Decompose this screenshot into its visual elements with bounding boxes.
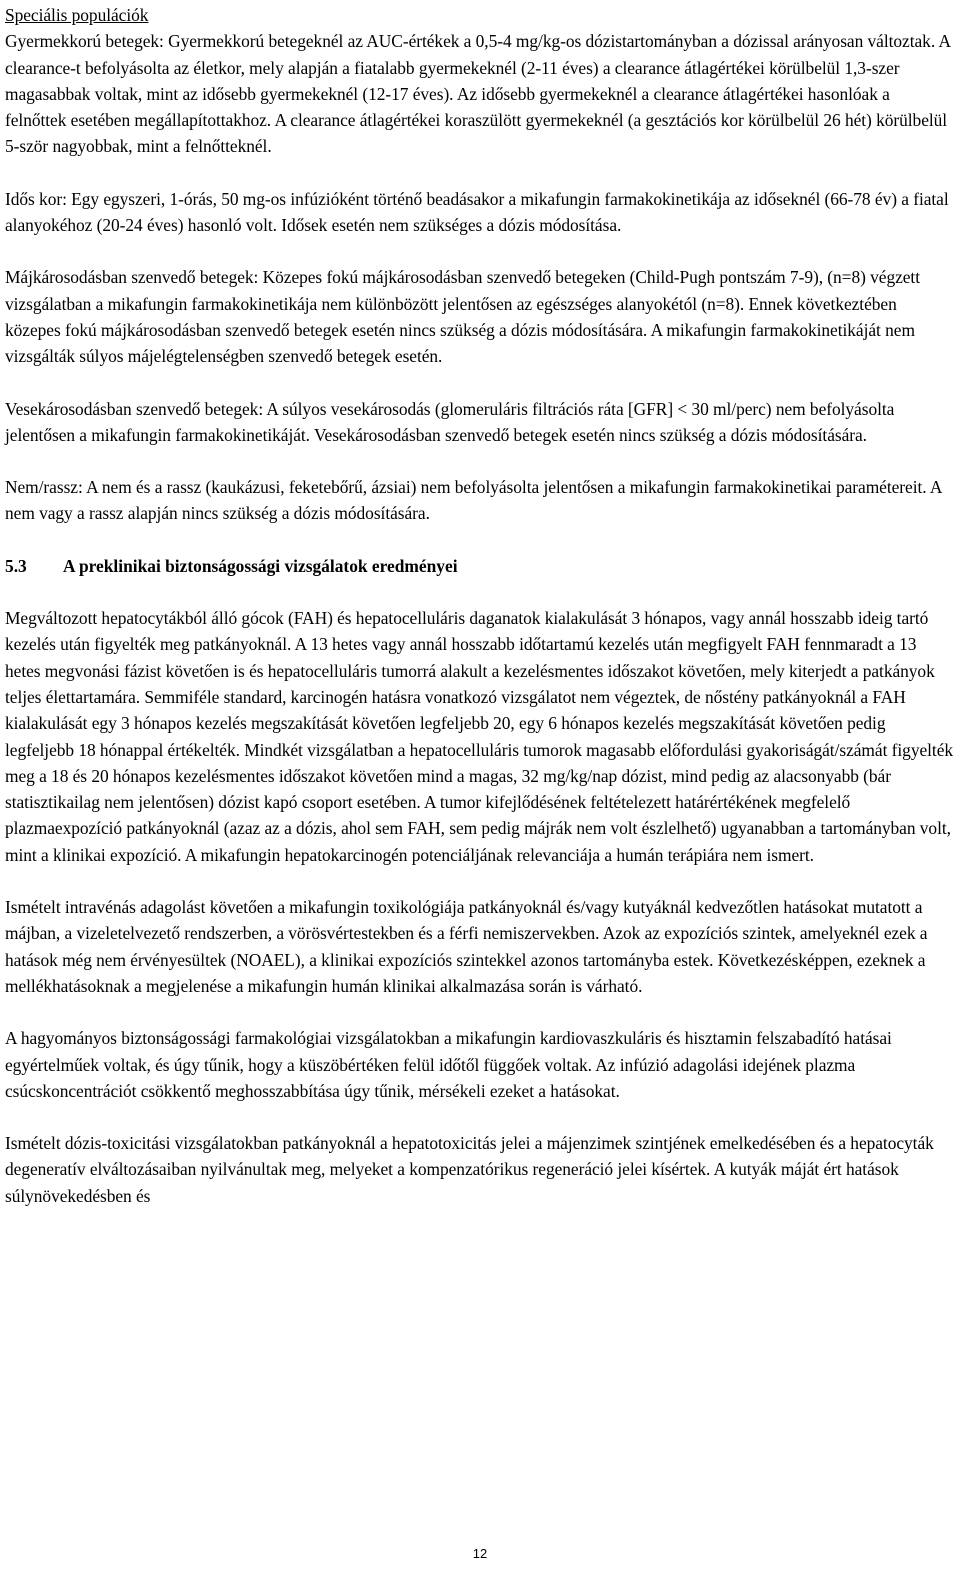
section-heading-title: A preklinikai biztonságossági vizsgálatok eredményei <box>63 555 458 576</box>
spacer <box>5 1104 955 1130</box>
section-title-special-populations: Speciális populációk <box>5 5 149 25</box>
paragraph-renal: Vesekárosodásban szenvedő betegek: A súlyos vesekárosodás (glomeruláris filtrációs ráta [GFR] < 30 ml/perc) nem befolyásolta jelentősen a mikafungin farmakokinetikáját. Vesekárosodásban szenvedő betegek esetén nincs szükség a dózis módosítására. <box>5 398 895 445</box>
spacer <box>5 579 955 605</box>
spacer <box>5 160 955 186</box>
spacer <box>5 999 955 1025</box>
paragraph-children: Gyermekkorú betegek: Gyermekkorú betegeknél az AUC-értékek a 0,5-4 mg/kg-os dózistartományban a dózissal arányosan változtak. A clearance-t befolyásolta az életkor, mely alapján a fiatalabb gyermekeknél (2-11 éves) a clearance átlagértékei körülbelül 1,3-szer magasabbak voltak, mint az idősebb gyermekeknél (12-17 éves). Az idősebb gyermekeknél a clearance átlagértékei hasonlóak a felnőttek esetében megállapítottakhoz. A clearance átlagértékei koraszülött gyermekeknél (a gesztációs kor körülbelül 26 hét) körülbelül 5-ször nagyobbak, mint a felnőtteknél. <box>5 31 950 157</box>
page-number: 12 <box>472 1546 488 1561</box>
spacer <box>5 527 955 553</box>
paragraph-elderly: Idős kor: Egy egyszeri, 1-órás, 50 mg-os infúzióként történő beadásakor a mikafungin farmakokinetikája az időseknél (66-78 év) a fiatal alanyokéhoz (20-24 éves) hasonló volt. Idősek esetén nem szükséges a dózis módosítása. <box>5 188 949 236</box>
paragraph-preclinical-fah: Megváltozott hepatocytákból álló gócok (FAH) és hepatocelluláris daganatok kialakulását 3 hónapos, vagy annál hosszabb ideig tartó kezelés után figyelték meg patkányoknál. A 13 hetes vagy annál hosszabb időtartamú kezelés után megfigyelt FAH fennmaradt a 13 hetes megvonási fázist követően is és hepatocelluláris tumorrá alakult a kezelésmentes időszakot követően, mely kiterjedt a patkányok teljes élettartamára. Semmiféle standard, karcinogén hatásra vonatkozó vizsgálatot nem végeztek, de nőstény patkányoknál a FAH kialakulását egy 3 hónapos kezelés megszakítását követően legfeljebb 20, egy 6 hónapos kezelés megszakítását követően pedig legfeljebb 18 hónappal értékelték. Mindkét vizsgálatban a hepatocelluláris tumorok magasabb előfordulási gyakoriságát/számát figyelték meg a 18 és 20 hónapos kezelésmentes időszakot követően mind a magas, 32 mg/kg/nap dózist, mind pedig az alacsonyabb (bár statisztikailag nem jelentősen) dózist kapó csoport esetében. A tumor kifejlődésének feltételezett határértékének megfelelő plazmaexpozíció patkányoknál (azaz az a dózis, ahol sem FAH, sem pedig májrák nem volt észlelhető) ugyanabban a tartományban volt, mint a klinikai expozíció. A mikafungin hepatokarcinogén potenciáljának relevanciája a humán terápiára nem ismert. <box>5 608 954 865</box>
paragraph-preclinical-repeat-dose: Ismételt dózis-toxicitási vizsgálatokban patkányoknál a hepatotoxicitás jelei a májenzimek szintjének emelkedésében és a hepatocyták degeneratív elváltozásaiban nyilvánultak meg, melyeket a kompenzatórikus regeneráció jelei kísértek. A kutyák máját ért hatások súlynövekedésben és <box>5 1133 934 1206</box>
spacer <box>5 238 955 264</box>
paragraph-gender-race: Nem/rassz: A nem és a rassz (kaukázusi, feketebőrű, ázsiai) nem befolyásolta jelentősen a mikafungin farmakokinetikai paramétereit. A nem vagy a rassz alapján nincs szükség a dózis módosítására. <box>5 477 942 524</box>
document-page <box>5 2 955 1209</box>
paragraph-preclinical-toxicology: Ismételt intravénás adagolást követően a mikafungin toxikológiája patkányoknál és/vagy kutyáknál kedvezőtlen hatásokat mutatott a májban, a vizeletelvezető rendszerben, a vörösvértestekben és a férfi nemiszervekben. Azok az expozíciós szintek, amelyeknél ezek a hatások még nem érvényesültek (NOAEL), a klinikai expozíciós szintekkel azonos tartományba estek. Következésképpen, ezeknek a mellékhatásoknak a megjelenése a mikafungin humán klinikai alkalmazása során is várható. <box>5 897 928 996</box>
paragraph-preclinical-pharmacology: A hagyományos biztonságossági farmakológiai vizsgálatokban a mikafungin kardiovaszkuláris és hisztamin felszabadító hatásai egyértelműek voltak, és úgy tűnik, hogy a küszöbértéken felül időtől függőek voltak. Az infúzió adagolási idejének plazma csúcskoncentrációt csökkentő meghosszabbítása úgy tűnik, mérsékeli ezeket a hatásokat. <box>5 1028 892 1101</box>
spacer <box>5 448 955 474</box>
section-heading-5-3 <box>5 553 955 579</box>
paragraph-hepatic: Májkárosodásban szenvedő betegek: Közepes fokú májkárosodásban szenvedő betegeken (Child-Pugh pontszám 7-9), (n=8) végzett vizsgálatban a mikafungin farmakokinetikája nem különbözött jelentősen az egészséges alanyokétól (n=8). Ennek következtében közepes fokú májkárosodásban szenvedő betegek esetén nincs szükség a dózis módosítására. A mikafungin farmakokinetikáját nem vizsgálták súlyos májelégtelenségben szenvedő betegek esetén. <box>5 267 920 367</box>
spacer <box>5 868 955 894</box>
section-number: 5.3 <box>5 555 27 576</box>
spacer <box>5 370 955 396</box>
